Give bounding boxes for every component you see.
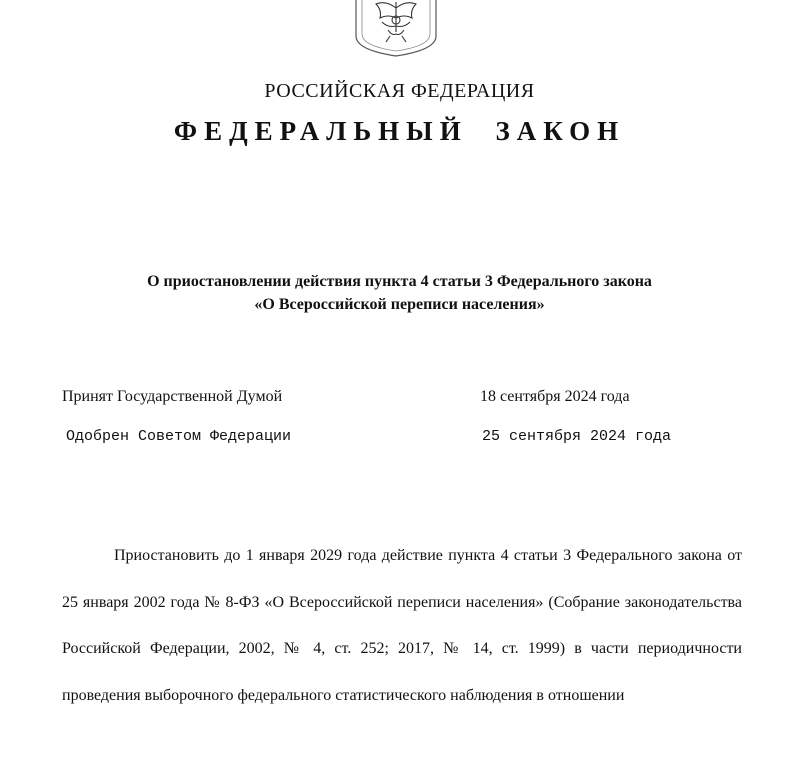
law-title-line-1: О приостановлении действия пункта 4 статьи 3 Федерального закона xyxy=(147,273,652,290)
adoption-label: Одобрен Советом Федерации xyxy=(66,428,292,445)
document-type-heading: ФЕДЕРАЛЬНЫЙ ЗАКОН xyxy=(173,116,626,146)
adoption-block xyxy=(62,388,742,464)
adoption-row-federation-council xyxy=(62,426,742,464)
coat-of-arms-icon xyxy=(352,0,440,58)
law-title-line-2: «О Всероссийской переписи населения» xyxy=(254,296,545,313)
adoption-label: Принят Государственной Думой xyxy=(62,388,283,405)
adoption-row-duma xyxy=(62,388,742,426)
adoption-date: 18 сентября 2024 года xyxy=(480,388,630,405)
body-paragraph: Приостановить до 1 января 2029 года действие пункта 4 статьи 3 Федерального закона от 25 января 2002 года № 8-ФЗ «О Всероссийской переписи населения» (Собрание законодательства Российской Федерации, 2002, № 4, ст. 252; 2017, № 14, ст. 1999) в части периодичности проведения выборочного федерального статистического наблюдения в отношении xyxy=(62,547,742,704)
country-heading: РОССИЙСКАЯ ФЕДЕРАЦИЯ xyxy=(264,80,535,102)
law-body xyxy=(62,533,742,719)
law-title xyxy=(40,270,759,316)
adoption-date: 25 сентября 2024 года xyxy=(482,428,672,445)
